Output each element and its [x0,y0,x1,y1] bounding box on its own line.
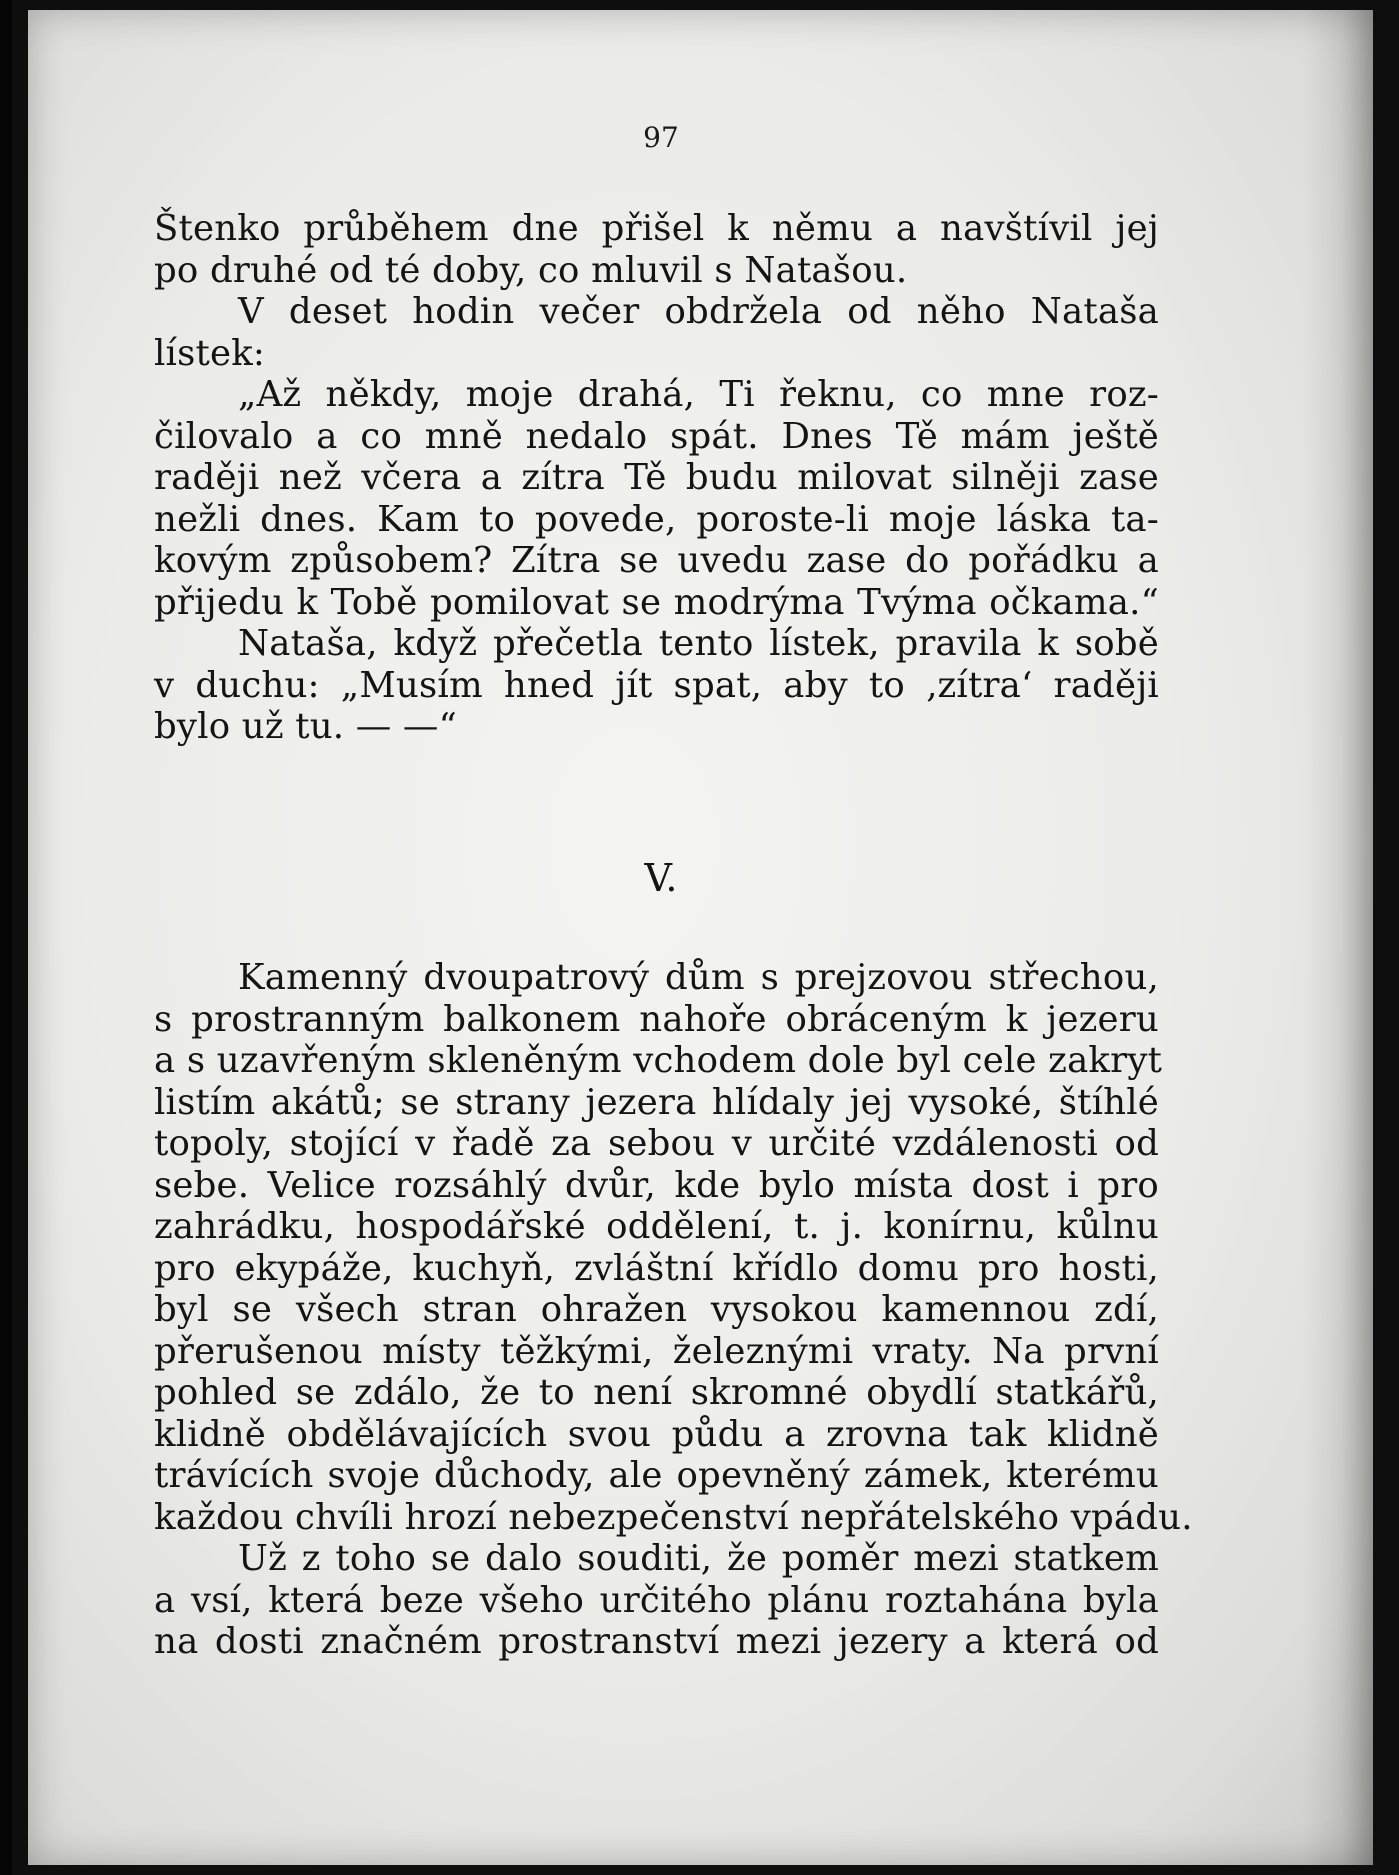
text-line: klidně obdělávajících svou půdu a zrovna tak klidně [154,1413,1159,1455]
text-line: „Až někdy, moje drahá, Ti řeknu, co mne roz- [238,374,1159,415]
section-1-text [154,208,1159,748]
text-line: s prostranným balkonem nahoře obráceným k jezeru [154,998,1159,1040]
text-line: po druhé od té doby, co mluvil s Natašou. [154,249,908,291]
text-line: trávících svoje důchody, ale opevněný zámek, kterému [154,1455,1159,1496]
text-line: Kamenný dvoupatrový dům s prejzovou střechou, [238,957,1159,998]
text-line: lístek: [154,332,266,374]
text-line: nežli dnes. Kam to povede, poroste-li moje láska ta- [154,498,1159,540]
text-line: přijedu k Tobě pomilovat se modrýma Tvýma očkama.“ [154,581,1159,623]
text-line: pohled se zdálo, že to není skromné obydlí statkářů, [154,1372,1159,1413]
text-line: přerušenou místy těžkými, železnými vraty. Na první [154,1330,1159,1372]
text-line: čilovalo a co mně nedalo spát. Dnes Tě mám ještě [154,415,1159,457]
section-2-text [154,957,1193,1663]
text-line: v duchu: „Musím hned jít spat, aby to ‚zítra‘ raději [154,664,1159,706]
text-line: Štenko průběhem dne přišel k němu a navštívil jej [154,208,1159,249]
binding-edge [0,0,12,1875]
text-line: topoly, stojící v řadě za sebou v určité vzdálenosti od [154,1123,1159,1164]
text-line: Nataša, když přečetla tento lístek, pravila k sobě [238,623,1159,664]
page-number: 97 [643,121,679,154]
text-line: byl se všech stran ohražen vysokou kamennou zdí, [154,1289,1159,1330]
text-line: pro ekypáže, kuchyň, zvláštní křídlo domu pro hosti, [154,1247,1159,1289]
text-line: každou chvíli hrozí nebezpečenství nepřátelského vpádu. [154,1496,1193,1538]
text-line: bylo už tu. — —“ [154,706,457,747]
text-line: Už z toho se dalo souditi, že poměr mezi statkem [238,1538,1159,1579]
text-line: kovým způsobem? Zítra se uvedu zase do pořádku a [154,540,1159,581]
text-line: raději než včera a zítra Tě budu milovat silněji zase [154,457,1159,498]
text-line: na dosti značném prostranství mezi jezery a která od [154,1621,1159,1662]
chapter-heading: V. [644,856,678,900]
text-line: a vsí, která beze všeho určitého plánu roztahána byla [154,1579,1159,1621]
text-line: V deset hodin večer obdržela od něho Nataša [238,291,1159,332]
text-line: sebe. Velice rozsáhlý dvůr, kde bylo místa dost i pro [154,1164,1159,1206]
book-page [28,10,1373,1865]
text-line: listím akátů; se strany jezera hlídaly jej vysoké, štíhlé [154,1081,1159,1123]
text-line: a s uzavřeným skleněným vchodem dole byl cele zakryt [154,1040,1163,1081]
text-line: zahrádku, hospodářské oddělení, t. j. konírnu, kůlnu [154,1206,1159,1247]
